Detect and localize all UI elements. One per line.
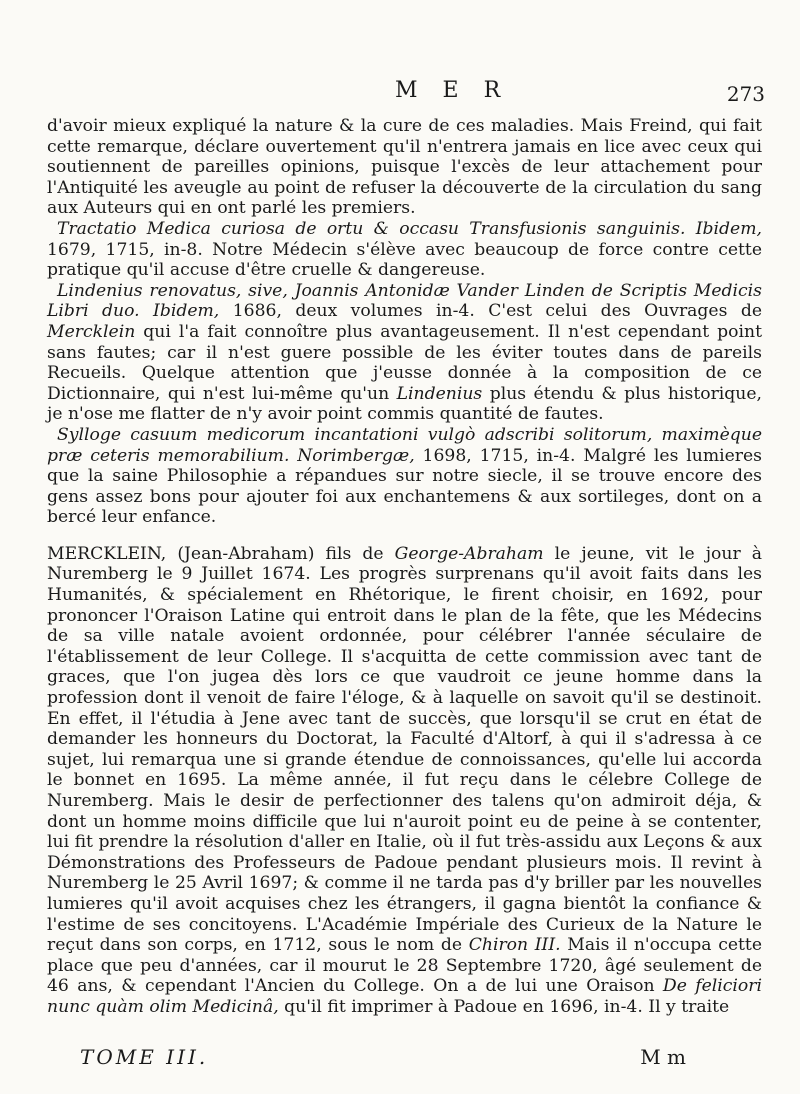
citation-tractatio [47, 219, 762, 281]
father-name: George-Abraham [394, 543, 544, 564]
paragraph-continuation: d'avoir mieux expliqué la nature & la cure de ces maladies. Mais Freind, qui fait cette remarque, déclare ouvertement qu'il n'entrera jamais en lice avec ceux qui soutiennent de pareilles opinions, puisque l'excès de leur attachement pour l'Antiquité les aveugle au point de refuser la découverte de la circulation du sang aux Auteurs qui en ont parlé les premiers. [47, 116, 762, 219]
body-text [47, 116, 762, 1018]
page-header [40, 78, 765, 108]
entry-text: Mais il n'occupa cette place que peu d'années, car il mourut le 28 Septembre 1720, âgé seulement de 46 ans, & cependant l'Ancien du College. On a de lui une Oraison [47, 935, 762, 997]
citation-text: qui l'a fait connoître plus avantageusement. Il n'est cependant point sans fautes; car il n'est guere possible de les éviter toutes dans de pareils Recueils. Quelque attention que j'eusse donnée à la composition de ce Dictionnaire, qui n'est lui-même qu'un [47, 321, 762, 404]
citation-title: Sylloge casuum medicorum incantationi vulgò adscribi solitorum, maximèque præ ceteris memorabilium. Norimbergæ, [47, 424, 762, 466]
citation-text: 1698, 1715, in-4. Malgré les lumieres que la saine Philosophie a répandues sur notre siecle, il se trouve encore des gens assez bons pour ajouter foi aux enchantemens & aux sortileges, dont on a bercé leur enfance. [47, 445, 762, 528]
entry-text: le jeune, vit le jour à Nuremberg le 9 Juillet 1674. Les progrès surprenans qu'il avoit faits dans les Humanités, & spécialement en Rhétorique, le firent choisir, en 1692, pour prononcer l'Oraison Latine qui entroit dans le plan de la fête, que les Médecins de sa ville natale avoient ordonnée, pour célébrer l'année séculaire de l'établissement de leur College. Il s'acquitta de cette commission avec tant de graces, que l'on jugea dès lors ce que vaudroit ce jeune homme dans la profession dont il venoit de faire l'éloge, & à laquelle on savoit qu'il se destinoit. En effet, il l'étudia à Jene avec tant de succès, que lorsqu'il se crut en état de demander les honneurs du Doctorat, la Faculté d'Altorf, à qui il s'adressa à ce sujet, lui remarqua une si grande étendue de connoissances, qu'elle lui accorda le bonnet en 1695. La même année, il fut reçu dans le célebre College de Nuremberg. Mais le desir de perfectionner des talens qu'on admiroit déja, & dont un homme moins difficile que lui n'auroit point eu de peine à se contenter, lui fit prendre la résolution d'aller en Italie, où il fut très-assidu aux Leçons & aux Démonstrations des Professeurs de Padoue pendant plusieurs mois. Il revint à Nuremberg le 25 Avril 1697; & comme il ne tarda pas d'y briller par les nouvelles lumieres qu'il avoit acquises chez les étrangers, il gagna bientôt la confiance & l'estime de ses concitoyens. L'Académie Impériale des Curieux de la Nature le reçut dans son corps, en 1712, sous le nom de [47, 543, 762, 956]
page-footer [80, 1045, 686, 1071]
author-name: Mercklein [47, 321, 136, 342]
oration-title: De feliciori nunc quàm olim Medicinâ, [47, 976, 762, 1017]
citation-text: 1686, deux volumes in-4. C'est celui des Ouvrages de [219, 301, 763, 322]
citation-sylloge [47, 425, 762, 528]
volume-label: TOME III. [80, 1045, 209, 1069]
citation-text: 1679, 1715, in-8. Notre Médecin s'élève avec beaucoup de force contre cette pratique qu'il accuse d'être cruelle & dangereuse. [47, 239, 762, 281]
entry-text: (Jean-Abraham) fils de [166, 543, 395, 564]
citation-text: plus étendu & plus historique, je n'ose me flatter de n'y avoir point commis quantité de fautes. [47, 383, 762, 425]
entry-text: qu'il fit imprimer à Padoue en 1696, in-4. Il y traite [278, 996, 730, 1017]
entry-mercklein [47, 544, 762, 1018]
book-name: Lindenius [396, 383, 483, 404]
entry-headword: MERCKLEIN, [47, 543, 167, 564]
citation-title: Lindenius renovatus, sive, Joannis Antonidæ Vander Linden de Scriptis Medicis Libri duo. Ibidem, [47, 280, 762, 322]
citation-lindenius [47, 281, 762, 425]
academy-name: Chiron III. [468, 935, 561, 956]
running-head: M E R [395, 78, 510, 103]
signature-mark: M m [640, 1045, 686, 1069]
page-number: 273 [726, 82, 765, 106]
citation-title: Tractatio Medica curiosa de ortu & occasu Transfusionis sanguinis. Ibidem, [57, 218, 762, 239]
